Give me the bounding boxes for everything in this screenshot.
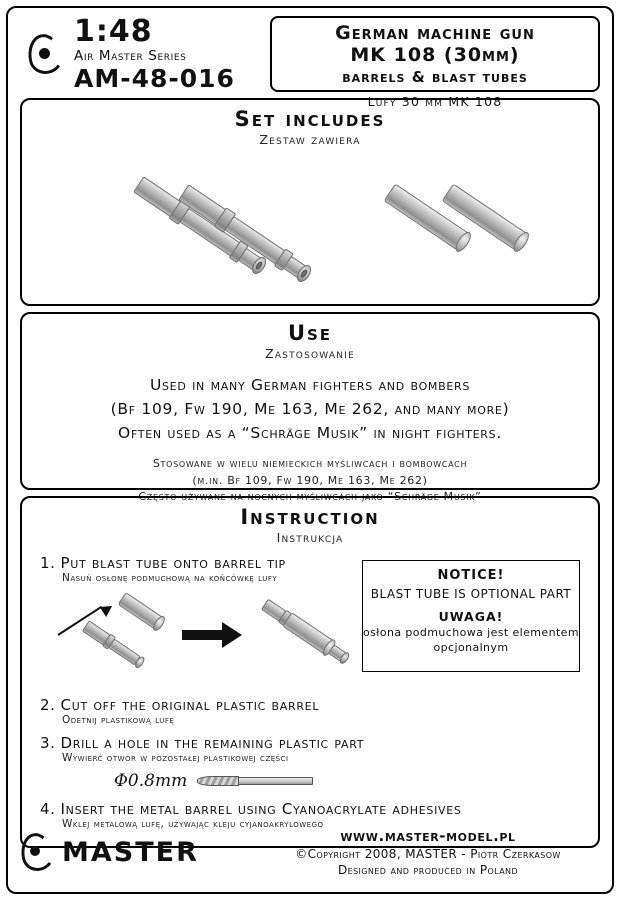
- master-swirl-logo-icon: [18, 830, 58, 874]
- scale-label: 1:48: [74, 13, 153, 49]
- notice-text-en: BLAST TUBE IS OPTIONAL PART: [370, 587, 572, 601]
- use-line-1: Used in many German fighters and bombers: [149, 376, 471, 394]
- instruction-step-2: [40, 696, 598, 714]
- notice-text-pl: osłona podmuchowa jest elementem opcjonalnym: [363, 626, 579, 655]
- product-code: AM-48-016: [74, 64, 235, 94]
- header-identity: [74, 13, 235, 94]
- step-3-number: 3.: [40, 734, 56, 752]
- step-2-number: 2.: [40, 696, 56, 714]
- step-1-text-en: Put blast tube onto barrel tip: [60, 554, 286, 572]
- use-panel: [20, 312, 600, 504]
- step-2-text-en: Cut off the original plastic barrel: [60, 696, 320, 714]
- step-1-diagram: [22, 586, 598, 694]
- series-label: Air Master Series: [74, 47, 187, 64]
- result-arrow-head: [222, 622, 242, 648]
- header-logo-block: [20, 13, 270, 94]
- drill-bit-icon: [195, 774, 315, 788]
- footer-brand-name: MASTER: [62, 836, 199, 868]
- step-4-text-en: Insert the metal barrel using Cyanoacrylate adhesives: [60, 800, 462, 818]
- use-pl-line-1: Stosowane w wielu niemieckich myśliwcach i bombowcach: [152, 457, 468, 471]
- drill-diameter-label: Φ0.8mm: [114, 771, 188, 791]
- title-line-1: German machine gun: [335, 22, 535, 44]
- drill-spec: [114, 768, 598, 794]
- header: [20, 13, 600, 109]
- title-divider: [282, 90, 588, 91]
- set-includes-title: Set includes: [234, 107, 386, 131]
- footer: [18, 818, 602, 886]
- title-box: [270, 16, 600, 109]
- title-line-2: MK 108 (30mm): [350, 43, 520, 66]
- title-polish: Lufy 30 mm MK 108: [367, 93, 503, 109]
- use-subtitle: Zastosowanie: [265, 346, 355, 361]
- instruction-step-3: [40, 734, 598, 752]
- instruction-title: Instruction: [240, 505, 380, 529]
- step-4-number: 4.: [40, 800, 56, 818]
- page-content: [8, 8, 612, 892]
- step-3-text-pl: Wywierć otwór w pozostałej plastikowej części: [62, 752, 289, 764]
- step-1-text-pl: Nasuń osłonę podmuchową na końcówkę lufy: [62, 572, 278, 584]
- use-title: Use: [287, 321, 333, 345]
- notice-title-en: NOTICE!: [437, 568, 505, 583]
- instruction-step-4: [40, 800, 598, 818]
- step-1-number: 1.: [40, 554, 56, 572]
- footer-copyright: ©Copyright 2008, MASTER - Piotr Czerkasow: [295, 846, 561, 861]
- step-2-text-pl: Odetnij plastikową lufę: [62, 714, 175, 726]
- set-includes-panel: [20, 98, 600, 306]
- footer-info: [254, 826, 602, 879]
- use-pl-line-2: (m.in. Bf 109, Fw 190, Me 163, Me 262): [192, 473, 428, 487]
- diagram-assembled: [242, 571, 386, 704]
- title-subtitle: barrels & blast tubes: [342, 67, 528, 86]
- set-includes-subtitle: Zestaw zawiera: [259, 132, 361, 147]
- footer-logo-block: [18, 830, 254, 874]
- step-4-text-pl: Wklej metalową lufę, używając kleju cyjanoakrylowego: [62, 818, 324, 830]
- use-pl-line-3: Często używane na nocnych myśliwcach jako “Schräge Musik”: [138, 490, 482, 504]
- use-line-2: (Bf 109, Fw 190, Me 163, Me 262, and many more): [110, 400, 510, 419]
- instruction-panel: [20, 496, 600, 848]
- result-arrow-body: [182, 630, 224, 640]
- instruction-subtitle: Instrukcja: [276, 530, 344, 545]
- parts-illustration: [22, 151, 598, 301]
- footer-made-in: Designed and produced in Poland: [337, 863, 519, 878]
- step-3-text-en: Drill a hole in the remaining plastic part: [60, 734, 365, 752]
- use-text-en: [22, 373, 598, 445]
- notice-title-pl: UWAGA!: [438, 609, 504, 625]
- use-line-3: Often used as a “Schräge Musik” in night fighters.: [118, 424, 502, 443]
- footer-website[interactable]: www.master-model.pl: [340, 826, 516, 845]
- master-swirl-logo-icon: [26, 30, 68, 78]
